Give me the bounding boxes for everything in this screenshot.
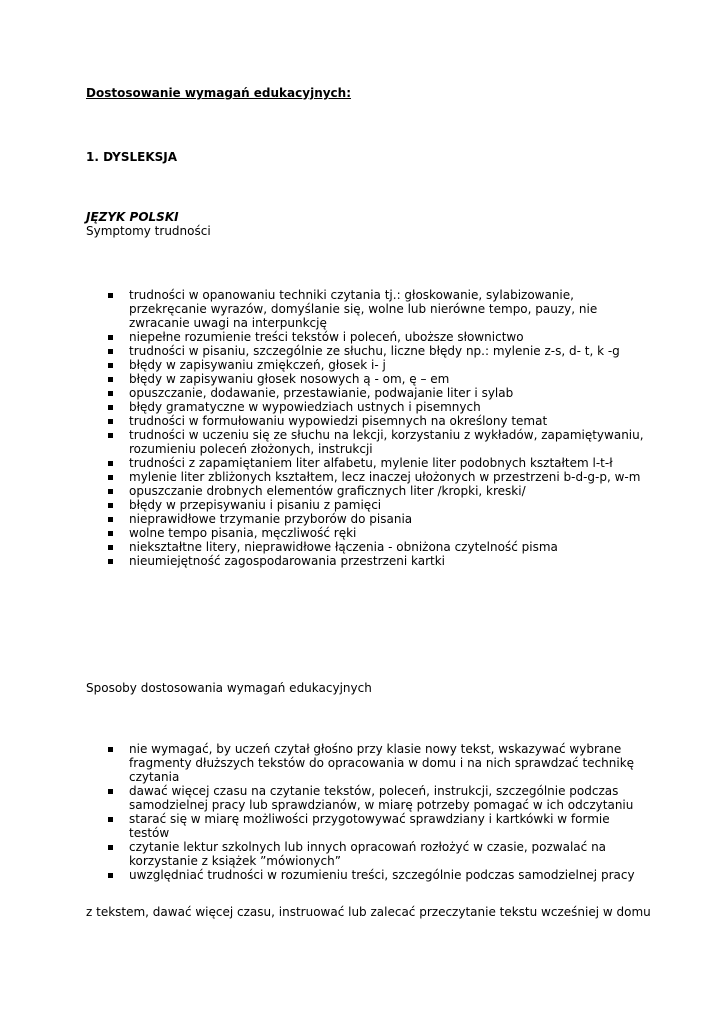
- methods-list: [86, 742, 646, 882]
- list-item-text: błędy w przepisywaniu i pisaniu z pamięci: [129, 498, 382, 512]
- bullet-square-icon: [108, 349, 113, 354]
- bullet-square-icon: [108, 789, 113, 794]
- subject-heading: JĘZYK POLSKI: [86, 210, 179, 224]
- document-title: Dostosowanie wymagań edukacyjnych:: [86, 86, 352, 100]
- list-item: [86, 868, 646, 882]
- list-item: [86, 484, 646, 498]
- bullet-square-icon: [108, 817, 113, 822]
- list-item: [86, 372, 646, 386]
- list-item: [86, 840, 646, 868]
- list-item-text: opuszczanie drobnych elementów graficznych liter /kropki, kreski/: [129, 484, 526, 498]
- bullet-square-icon: [108, 419, 113, 424]
- symptoms-list: [86, 288, 646, 568]
- list-item-text: trudności w opanowaniu techniki czytania tj.: głoskowanie, sylabizowanie, przekręcanie wyrazów, domyślanie się, wolne lub nierówne tempo, pauzy, nie zwracanie uwagi na interpunkcję: [129, 288, 598, 330]
- bullet-square-icon: [108, 531, 113, 536]
- list-item-text: nie wymagać, by uczeń czytał głośno przy klasie nowy tekst, wskazywać wybrane fragmenty dłuższych tekstów do opracowania w domu i na nich sprawdzać technikę czytania: [129, 742, 635, 784]
- list-item-text: nieprawidłowe trzymanie przyborów do pisania: [129, 512, 413, 526]
- bullet-square-icon: [108, 747, 113, 752]
- list-item-text: uwzględniać trudności w rozumieniu treści, szczególnie podczas samodzielnej pracy: [129, 868, 635, 882]
- bullet-square-icon: [108, 461, 113, 466]
- list-item: [86, 456, 646, 470]
- list-item: [86, 400, 646, 414]
- list-item: [86, 470, 646, 484]
- list-item-text: wolne tempo pisania, męczliwość ręki: [129, 526, 357, 540]
- bullet-square-icon: [108, 517, 113, 522]
- list-item-text: trudności z zapamiętaniem liter alfabetu, mylenie liter podobnych kształtem l-t-ł: [129, 456, 613, 470]
- list-item-text: mylenie liter zbliżonych kształtem, lecz inaczej ułożonych w przestrzeni b-d-g-p, w-m: [129, 470, 641, 484]
- bullet-square-icon: [108, 873, 113, 878]
- list-item: [86, 498, 646, 512]
- list-item: [86, 742, 646, 784]
- bullet-square-icon: [108, 845, 113, 850]
- bullet-square-icon: [108, 503, 113, 508]
- bullet-square-icon: [108, 559, 113, 564]
- list-item: [86, 554, 646, 568]
- bullet-square-icon: [108, 433, 113, 438]
- list-item-text: trudności w uczeniu się ze słuchu na lekcji, korzystaniu z wykładów, zapamiętywaniu, rozumieniu poleceń złożonych, instrukcji: [129, 428, 644, 456]
- bullet-square-icon: [108, 545, 113, 550]
- list-item: [86, 784, 646, 812]
- list-item: [86, 386, 646, 400]
- list-item-text: opuszczanie, dodawanie, przestawianie, podwajanie liter i sylab: [129, 386, 514, 400]
- list-item: [86, 414, 646, 428]
- list-item: [86, 330, 646, 344]
- list-item: [86, 526, 646, 540]
- list-item-text: trudności w pisaniu, szczególnie ze słuchu, liczne błędy np.: mylenie z-s, d- t, k -g: [129, 344, 620, 358]
- list-item-text: błędy gramatyczne w wypowiedziach ustnych i pisemnych: [129, 400, 481, 414]
- list-item: [86, 812, 646, 840]
- symptoms-title: Symptomy trudności: [86, 224, 211, 238]
- list-item-text: czytanie lektur szkolnych lub innych opracowań rozłożyć w czasie, pozwalać na korzystanie z książek ”mówionych”: [129, 840, 607, 868]
- bullet-square-icon: [108, 377, 113, 382]
- bullet-square-icon: [108, 475, 113, 480]
- list-item-text: niekształtne litery, nieprawidłowe łączenia - obniżona czytelność pisma: [129, 540, 558, 554]
- bullet-square-icon: [108, 391, 113, 396]
- list-item: [86, 288, 646, 330]
- methods-title: Sposoby dostosowania wymagań edukacyjnych: [86, 681, 372, 695]
- list-item-text: błędy w zapisywaniu zmiękczeń, głosek i- j: [129, 358, 386, 372]
- list-item-text: błędy w zapisywaniu głosek nosowych ą - om, ę – em: [129, 372, 450, 386]
- list-item-text: dawać więcej czasu na czytanie tekstów, poleceń, instrukcji, szczególnie podczas samodzielnej pracy lub sprawdzianów, w miarę potrzeby pomagać w ich odczytaniu: [129, 784, 634, 812]
- section-heading: 1. DYSLEKSJA: [86, 150, 178, 164]
- list-item: [86, 358, 646, 372]
- bullet-square-icon: [108, 405, 113, 410]
- list-item: [86, 540, 646, 554]
- list-item-text: nieumiejętność zagospodarowania przestrzeni kartki: [129, 554, 446, 568]
- closing-text: z tekstem, dawać więcej czasu, instruować lub zalecać przeczytanie tekstu wcześniej w domu: [86, 905, 651, 919]
- list-item-text: trudności w formułowaniu wypowiedzi pisemnych na określony temat: [129, 414, 548, 428]
- list-item-text: starać się w miarę możliwości przygotowywać sprawdziany i kartkówki w formie testów: [129, 812, 610, 840]
- list-item-text: niepełne rozumienie treści tekstów i poleceń, uboższe słownictwo: [129, 330, 524, 344]
- list-item: [86, 512, 646, 526]
- bullet-square-icon: [108, 489, 113, 494]
- bullet-square-icon: [108, 363, 113, 368]
- bullet-square-icon: [108, 293, 113, 298]
- list-item: [86, 344, 646, 358]
- list-item: [86, 428, 646, 456]
- bullet-square-icon: [108, 335, 113, 340]
